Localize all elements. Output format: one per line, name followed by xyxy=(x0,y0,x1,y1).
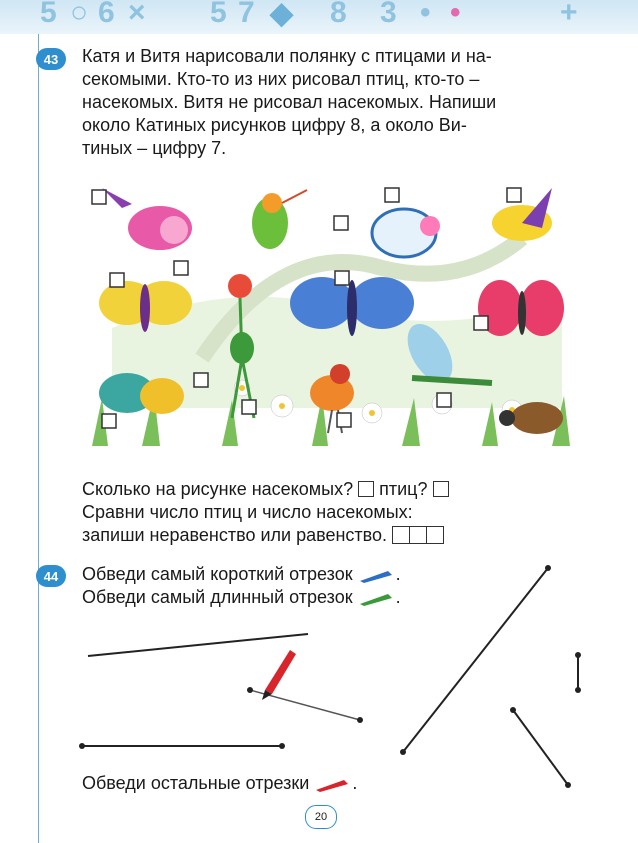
task44-line-2: Обведи самый длинный отрезок . xyxy=(82,587,401,607)
task43-question-2: Сравни число птиц и число насекомых: xyxy=(82,502,413,522)
insects-count-box[interactable] xyxy=(358,481,374,497)
inequality-prompt: запиши неравенство или равенство. xyxy=(82,525,388,545)
count-insects-question: Сколько на рисунке насекомых? xyxy=(82,479,354,499)
blue-pencil-icon xyxy=(358,567,396,583)
red-pencil-drawing xyxy=(262,650,296,700)
task44-line-1: Обведи самый короткий отрезок . xyxy=(82,564,401,584)
task43-text-line-3: насекомых. Витя не рисовал насекомых. Напиши xyxy=(82,92,497,112)
task43-text-line-5: тиных – цифру 7. xyxy=(82,138,227,158)
count-birds-question: птиц? xyxy=(379,479,428,499)
segment-right-diagonal xyxy=(513,710,568,785)
margin-line xyxy=(38,34,39,843)
task43-question-3 xyxy=(82,524,444,547)
page-number: 20 xyxy=(305,805,337,829)
other-segments-instruction: Обведи остальные отрезки xyxy=(82,773,310,793)
task44-line-3: Обведи остальные отрезки . xyxy=(82,773,358,793)
task-number-43: 43 xyxy=(36,48,66,70)
task43-text-line-1: Катя и Витя нарисовали полянку с птицами и на- xyxy=(82,46,492,66)
inequality-answer-boxes[interactable] xyxy=(392,526,444,544)
task43-text-line-4: около Катиных рисунков цифру 8, а около Ви- xyxy=(82,115,467,135)
birds-insects-illustration xyxy=(82,178,590,446)
green-pencil-icon xyxy=(358,590,396,606)
task-number-44: 44 xyxy=(36,565,66,587)
segment-long-diagonal xyxy=(403,568,548,752)
segment-top-left xyxy=(88,634,308,656)
longest-segment-instruction: Обведи самый длинный отрезок xyxy=(82,587,353,607)
task43-question-1 xyxy=(82,478,449,501)
segment-pencil xyxy=(250,690,360,720)
shortest-segment-instruction: Обведи самый короткий отрезок xyxy=(82,564,353,584)
red-pencil-icon xyxy=(314,776,352,792)
birds-count-box[interactable] xyxy=(433,481,449,497)
task43-text-line-2: секомыми. Кто-то из них рисовал птиц, кто-то – xyxy=(82,69,480,89)
header-decoration: 5 ○ 6 × 5 7 ◆ 8 3 • • + xyxy=(0,0,638,34)
